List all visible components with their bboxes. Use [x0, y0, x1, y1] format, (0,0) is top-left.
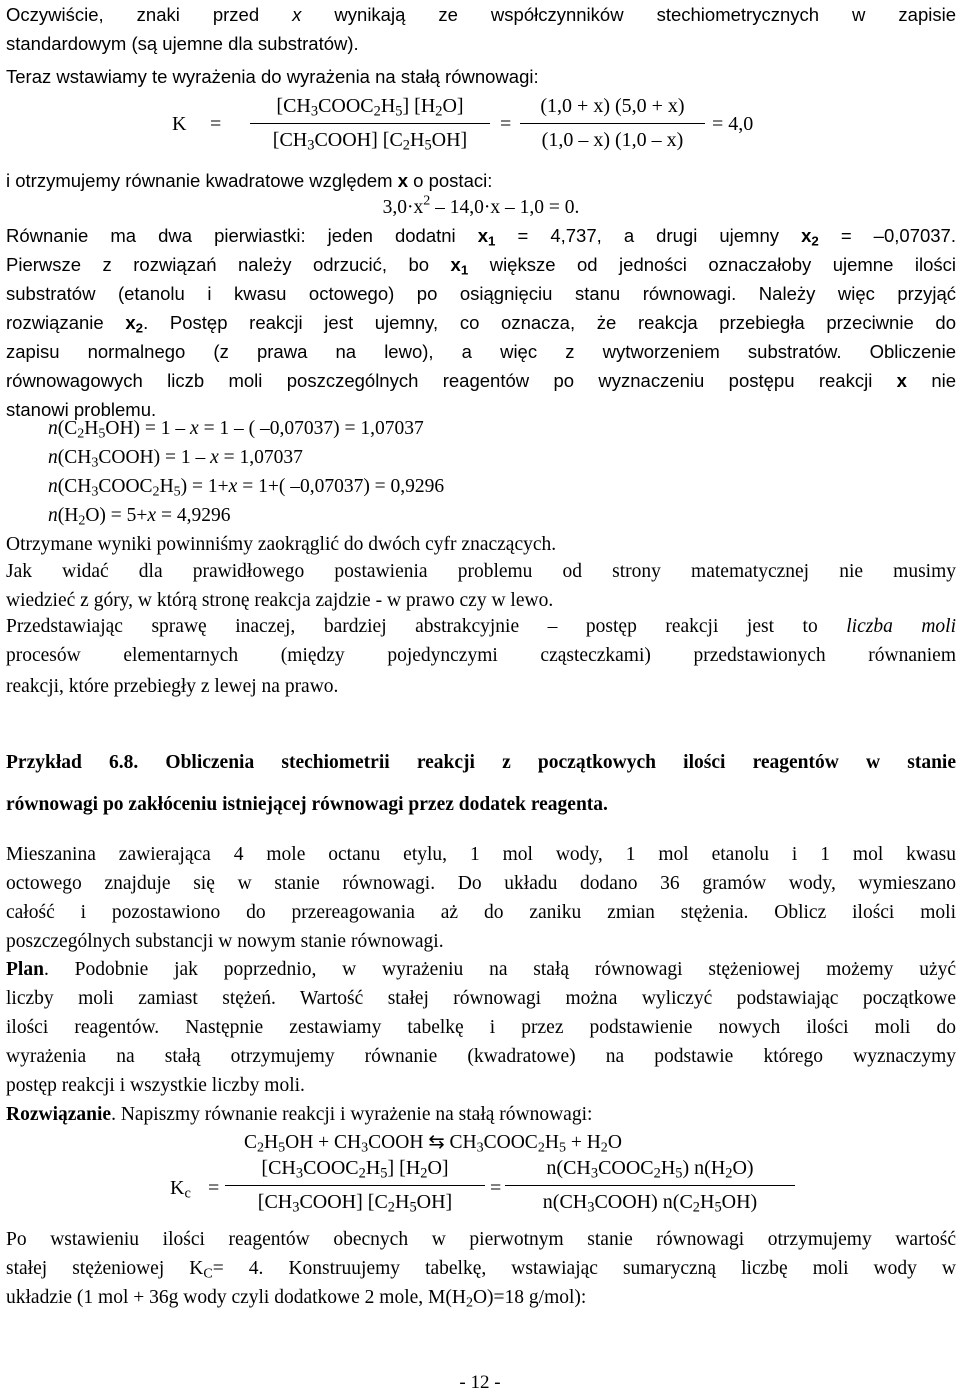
para-abstract-start: Przedstawiając sprawę inaczej, bardziej abstrakcyjnie – postęp reakcji jest to [6, 616, 818, 637]
example-title-line-1: Przykład 6.8. Obliczenia stechiometrii reakcji z początkowych ilości reagentów w stanie [6, 752, 956, 773]
eq2-fraction-concentrations [225, 1154, 485, 1217]
para-abstract-line-2: procesów elementarnych (między pojedynczymi cząsteczkami) przedstawionych równaniem [6, 645, 956, 666]
para-abstract-italic: liczba moli [846, 616, 957, 637]
eq1-fraction-values [520, 92, 705, 155]
eq2-moles-denominator: $n(CH_3COOH)$ $n(C_2H_5OH)$ [542, 1191, 758, 1216]
roots-line-1: Równanie ma dwa pierwiastki: jeden dodatni $x_1 = 4,737$, a drugi ujemny $x_2 = -0,07037$. [6, 225, 956, 249]
plan-label: Plan [6, 959, 44, 980]
eq2-equals-2: = [490, 1177, 502, 1199]
eq1-values-denominator: (1,0 – x) (1,0 – x) [541, 129, 684, 151]
plan-line-2: liczby moli zamiast stężeń. Wartość stałej równowagi można wyliczyć podstawiając początkowe [6, 988, 956, 1009]
final-line-2: stałej stężeniowej $K_C= 4$. Konstruujemy tabelkę, wstawiając sumaryczną liczbę moli wody w [6, 1258, 956, 1282]
page-number: - 12 - [459, 1372, 501, 1393]
intro-line-3: Teraz wstawiamy te wyrażenia do wyrażenia na stałą równowagi: [6, 66, 539, 87]
moles-ethanol: $n(C_2H_5OH) = 1 - x = 1$ – ( –0,07037) = 1,07037 [48, 418, 424, 442]
eq1-values-numerator: (1,0 + x) (5,0 + x) [520, 92, 705, 124]
eq2-equals-1: = [208, 1177, 220, 1199]
roots-line-2: Pierwsze z rozwiązań należy odrzucić, bo $x_1$ większe od jedności oznaczałoby ujemne ilości [6, 254, 956, 278]
para-abstract-line-3: reakcji, które przebiegły z lewej na prawo. [6, 676, 339, 697]
equilibrium-equation-2 [0, 1152, 960, 1226]
roots-line-4: rozwiązanie $x_2$. Postęp reakcji jest ujemny, co oznacza, że reakcja przebiegła przeciwnie do [6, 312, 957, 336]
eq1-equals-1: = [210, 113, 222, 135]
eq2-moles-numerator: $n(CH_3COOC_2H_5)$ $n(H_2O)$ [505, 1154, 795, 1186]
eq2-fraction-denominator: $[CH_3COOH]$ $[C_2H_5OH]$ [257, 1191, 453, 1216]
roots-line-3: substratów (etanolu i kwasu octowego) po osiągnięciu stanu równowagi. Należy więc przyjąć [6, 283, 956, 304]
intro-line-2: standardowym (są ujemne dla substratów). [6, 33, 359, 54]
para-math-line-2: wiedzieć z góry, w którą stronę reakcja zajdzie - w prawo czy w lewo. [6, 590, 554, 611]
plan-line-1-rest: . Podobnie jak poprzednio, w wyrażeniu na stałą równowagi stężeniowej możemy użyć [43, 959, 956, 980]
solution-line-1 [6, 1100, 956, 1129]
plan-line-1 [6, 955, 956, 984]
problem-line-4: poszczególnych substancji w nowym stanie równowagi. [6, 931, 444, 952]
eq2-fraction-numerator: $[CH_3COOC_2H_5]$ $[H_2O]$ [225, 1154, 485, 1186]
roots-line-6: równowagowych liczb moli poszczególnych reagentów po wyznaczeniu postępu reakcji x nie [6, 370, 957, 391]
plan-line-4: wyrażenia na stałą otrzymujemy równanie (kwadratowe) na podstawie którego wyznaczymy [6, 1046, 956, 1067]
eq1-equals-2: = [500, 113, 512, 135]
moles-ethyl-acetate: $n(CH_3COOC_2H_5) = 1+x = 1+$( –0,07037) = 0,9296 [48, 476, 445, 500]
final-line-1: Po wstawieniu ilości reagentów obecnych w pierwotnym stanie równowagi otrzymujemy wartość [6, 1229, 956, 1250]
moles-acetic-acid: $n(CH_3COOH) = 1 - x = 1,07037$ [48, 447, 303, 471]
reaction-equation: $C_2H_5OH$ + $CH_3COOH$ ⇆ $CH_3COOC_2H_5 + H_2O$ [244, 1130, 622, 1156]
para-abstract-line-1 [6, 612, 956, 641]
problem-line-1: Mieszanina zawierająca 4 mole octanu etylu, 1 mol wody, 1 mol etanolu i 1 mol kwasu [6, 844, 956, 865]
eq1-result: = 4,0 [712, 113, 754, 135]
plan-line-3: ilości reagentów. Następnie zestawiamy tabelkę i przez podstawienie nowych ilości moli do [6, 1017, 956, 1038]
problem-line-3: całość i pozostawiono do przereagowania aż do zaniku zmian stężenia. Oblicz ilości moli [6, 902, 956, 923]
example-title-line-2: równowagi po zakłóceniu istniejącej równowagi przez dodatek reagenta. [6, 794, 608, 815]
quadratic-equation: $3,0\cdot x^2 - 14,0\cdot x - 1,0 = 0$. [382, 192, 580, 218]
roots-line-5: zapisu normalnego (z prawa na lewo), a więc z wytworzeniem substratów. Obliczenie [6, 341, 956, 362]
final-line-3: układzie (1 mol + 36g wody czyli dodatkowe 2 mole, $M(H_2O)=18$ g/mol): [6, 1287, 587, 1311]
eq1-fraction-concentrations [250, 92, 490, 155]
equilibrium-equation-1 [0, 90, 960, 162]
after-eq1: i otrzymujemy równanie kwadratowe względem x o postaci: [6, 170, 493, 191]
eq1-fraction-numerator: $[CH_3COOC_2H_5]$ $[H_2O]$ [250, 92, 490, 124]
problem-line-2: octowego znajduje się w stanie równowagi. Do układu dodano 36 gramów wody, wymieszano [6, 873, 956, 894]
eq1-fraction-denominator: $[CH_3COOH]$ $[C_2H_5OH]$ [272, 129, 468, 154]
intro-line-1: Oczywiście, znaki przed x wynikają ze współczynników stechiometrycznych w zapisie [6, 4, 956, 25]
eq2-fraction-moles [505, 1154, 795, 1217]
roots-line-7: stanowi problemu. [6, 399, 157, 420]
solution-label: Rozwiązanie [6, 1104, 112, 1125]
eq2-k: $K_c$ [170, 1177, 191, 1202]
rounding-note: Otrzymane wyniki powinniśmy zaokrąglić do dwóch cyfr znaczących. [6, 534, 557, 555]
moles-water: $n(H_2O) = 5+x = 4,9296$ [48, 505, 231, 529]
eq1-k: K [172, 113, 187, 135]
plan-line-5: postęp reakcji i wszystkie liczby moli. [6, 1075, 305, 1096]
para-math-line-1: Jak widać dla prawidłowego postawienia problemu od strony matematycznej nie musimy [6, 561, 956, 582]
solution-line-1-rest: . Napiszmy równanie reakcji i wyrażenie na stałą równowagi: [111, 1104, 593, 1125]
